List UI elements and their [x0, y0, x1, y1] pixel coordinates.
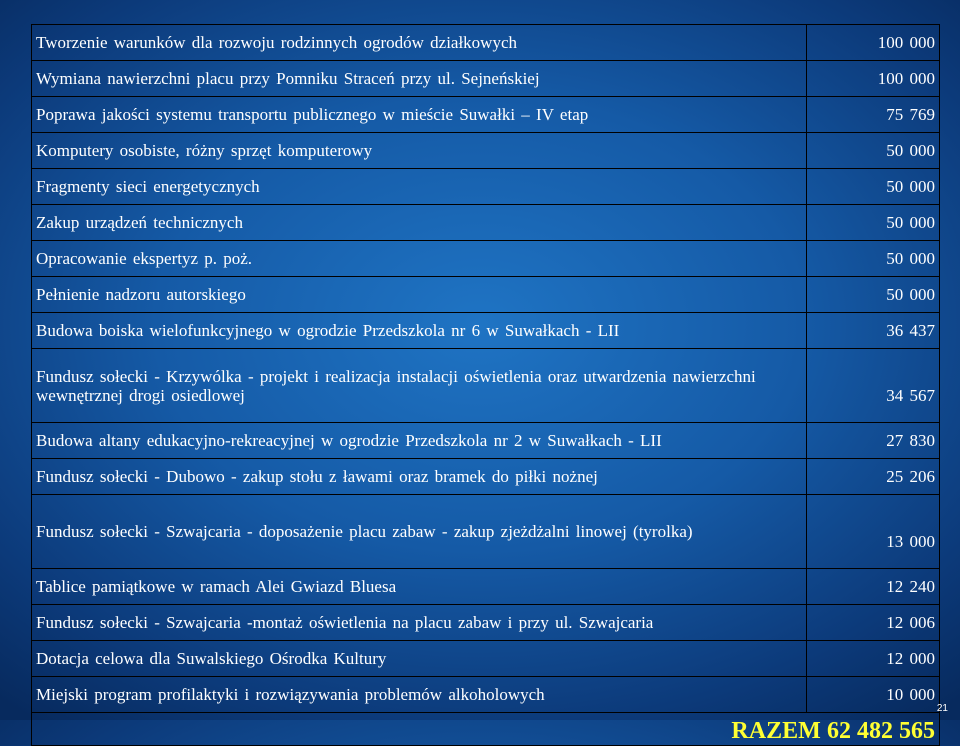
table-row [32, 169, 940, 205]
total-cell [32, 713, 940, 746]
table-row [32, 313, 940, 349]
row-amount: 10 000 [807, 677, 940, 713]
row-amount: 100 000 [807, 61, 940, 97]
row-description: Tworzenie warunków dla rozwoju rodzinnych ogrodów działkowych [32, 25, 807, 61]
row-amount: 13 000 [807, 495, 940, 569]
row-description: Zakup urządzeń technicznych [32, 205, 807, 241]
row-description: Tablice pamiątkowe w ramach Alei Gwiazd Bluesa [32, 569, 807, 605]
investment-table [31, 24, 940, 746]
row-description: Budowa boiska wielofunkcyjnego w ogrodzie Przedszkola nr 6 w Suwałkach - LII [32, 313, 807, 349]
row-amount: 100 000 [807, 25, 940, 61]
row-description: Poprawa jakości systemu transportu publicznego w mieście Suwałki – IV etap [32, 97, 807, 133]
row-description: Budowa altany edukacyjno-rekreacyjnej w ogrodzie Przedszkola nr 2 w Suwałkach - LII [32, 423, 807, 459]
row-description: Wymiana nawierzchni placu przy Pomniku Straceń przy ul. Sejneńskiej [32, 61, 807, 97]
row-description: Komputery osobiste, różny sprzęt komputerowy [32, 133, 807, 169]
table-row [32, 241, 940, 277]
row-description: Fragmenty sieci energetycznych [32, 169, 807, 205]
table-row [32, 25, 940, 61]
row-amount: 12 000 [807, 641, 940, 677]
row-amount: 27 830 [807, 423, 940, 459]
table-row [32, 349, 940, 423]
total-value: 62 482 565 [827, 718, 935, 744]
table-row [32, 205, 940, 241]
row-description: Fundusz sołecki - Szwajcaria - doposażenie placu zabaw - zakup zjeżdżalni linowej (tyrolka) [32, 495, 807, 569]
row-amount: 25 206 [807, 459, 940, 495]
row-amount: 34 567 [807, 349, 940, 423]
table-row [32, 133, 940, 169]
investment-table-container [31, 24, 937, 746]
table-row [32, 641, 940, 677]
row-description: Dotacja celowa dla Suwalskiego Ośrodka Kultury [32, 641, 807, 677]
row-amount: 50 000 [807, 205, 940, 241]
table-row [32, 97, 940, 133]
row-amount: 75 769 [807, 97, 940, 133]
row-amount: 36 437 [807, 313, 940, 349]
row-amount: 12 006 [807, 605, 940, 641]
row-amount: 50 000 [807, 277, 940, 313]
total-label: RAZEM [731, 718, 821, 744]
row-description: Fundusz sołecki - Szwajcaria -montaż oświetlenia na placu zabaw i przy ul. Szwajcaria [32, 605, 807, 641]
row-description: Fundusz sołecki - Dubowo - zakup stołu z ławami oraz bramek do piłki nożnej [32, 459, 807, 495]
table-row [32, 277, 940, 313]
table-row [32, 605, 940, 641]
table-row [32, 495, 940, 569]
total-row [32, 713, 940, 746]
table-row [32, 569, 940, 605]
row-description: Fundusz sołecki - Krzywólka - projekt i realizacja instalacji oświetlenia oraz utwardzenia nawierzchni wewnętrznej drogi osiedlowej [32, 349, 807, 423]
row-amount: 12 240 [807, 569, 940, 605]
row-description: Pełnienie nadzoru autorskiego [32, 277, 807, 313]
table-row [32, 459, 940, 495]
row-description: Opracowanie ekspertyz p. poż. [32, 241, 807, 277]
row-amount: 50 000 [807, 133, 940, 169]
table-row [32, 677, 940, 713]
row-description: Miejski program profilaktyki i rozwiązywania problemów alkoholowych [32, 677, 807, 713]
table-row [32, 61, 940, 97]
row-amount: 50 000 [807, 169, 940, 205]
table-row [32, 423, 940, 459]
slide-number: 21 [936, 703, 948, 714]
row-amount: 50 000 [807, 241, 940, 277]
